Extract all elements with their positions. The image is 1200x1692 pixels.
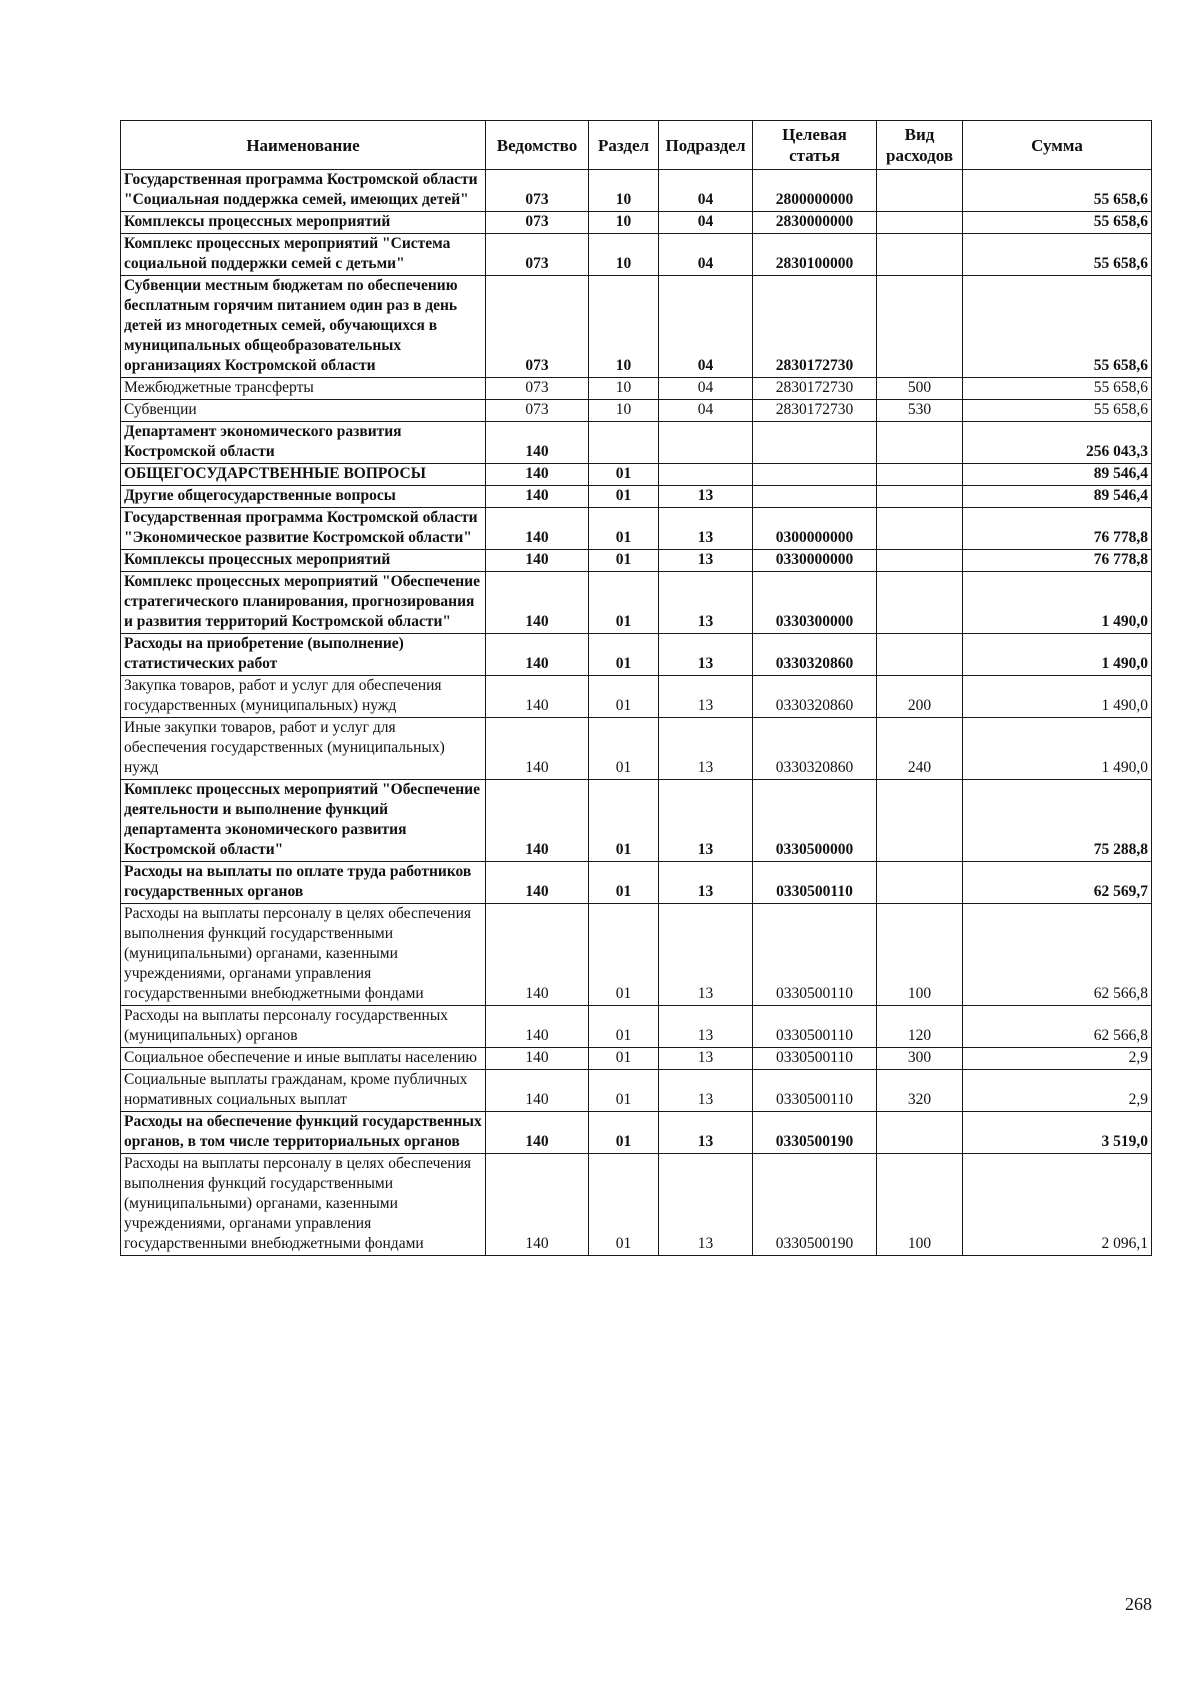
cell-target: 2830172730 <box>753 276 877 378</box>
cell-department: 140 <box>486 634 589 676</box>
cell-expense-type: 200 <box>877 676 963 718</box>
cell-target: 2830172730 <box>753 400 877 422</box>
cell-subsection: 13 <box>659 862 753 904</box>
cell-name: Комплекс процессных мероприятий "Обеспечение деятельности и выполнение функций департамента экономического развития Костромской области" <box>121 780 486 862</box>
budget-table <box>120 120 1152 1256</box>
cell-section: 01 <box>589 464 659 486</box>
table-row <box>121 780 1152 862</box>
cell-section: 01 <box>589 1048 659 1070</box>
cell-amount: 62 566,8 <box>963 1006 1152 1048</box>
cell-department: 140 <box>486 718 589 780</box>
cell-subsection: 04 <box>659 276 753 378</box>
cell-amount: 2,9 <box>963 1070 1152 1112</box>
cell-amount: 89 546,4 <box>963 486 1152 508</box>
cell-section: 01 <box>589 508 659 550</box>
cell-expense-type: 530 <box>877 400 963 422</box>
cell-section: 10 <box>589 400 659 422</box>
cell-target: 0330500110 <box>753 904 877 1006</box>
cell-section: 01 <box>589 904 659 1006</box>
cell-expense-type <box>877 276 963 378</box>
cell-name: Расходы на выплаты по оплате труда работников государственных органов <box>121 862 486 904</box>
cell-amount: 2,9 <box>963 1048 1152 1070</box>
cell-subsection: 13 <box>659 780 753 862</box>
cell-department: 140 <box>486 862 589 904</box>
cell-department: 073 <box>486 400 589 422</box>
cell-name: Закупка товаров, работ и услуг для обеспечения государственных (муниципальных) нужд <box>121 676 486 718</box>
cell-expense-type <box>877 508 963 550</box>
table-row <box>121 634 1152 676</box>
cell-name: Комплекс процессных мероприятий "Обеспечение стратегического планирования, прогнозирования и развития территорий Костромской области" <box>121 572 486 634</box>
cell-target: 2830100000 <box>753 234 877 276</box>
cell-amount: 76 778,8 <box>963 508 1152 550</box>
cell-target: 0330320860 <box>753 676 877 718</box>
cell-amount: 1 490,0 <box>963 676 1152 718</box>
cell-name: Расходы на обеспечение функций государственных органов, в том числе территориальных органов <box>121 1112 486 1154</box>
cell-section: 10 <box>589 378 659 400</box>
cell-expense-type <box>877 212 963 234</box>
cell-expense-type <box>877 1112 963 1154</box>
cell-subsection: 04 <box>659 400 753 422</box>
cell-department: 073 <box>486 170 589 212</box>
table-row <box>121 718 1152 780</box>
table-header <box>121 121 1152 170</box>
cell-target: 0330500000 <box>753 780 877 862</box>
cell-section: 10 <box>589 234 659 276</box>
cell-department: 140 <box>486 1112 589 1154</box>
cell-section: 10 <box>589 276 659 378</box>
cell-section: 01 <box>589 780 659 862</box>
cell-department: 140 <box>486 486 589 508</box>
cell-target: 0330300000 <box>753 572 877 634</box>
cell-section: 01 <box>589 862 659 904</box>
cell-section: 01 <box>589 550 659 572</box>
table-row <box>121 1154 1152 1256</box>
cell-name: Субвенции местным бюджетам по обеспечению бесплатным горячим питанием один раз в день детей из многодетных семей, обучающихся в муниципальных общеобразовательных организациях Костромской области <box>121 276 486 378</box>
cell-expense-type <box>877 572 963 634</box>
cell-subsection: 13 <box>659 508 753 550</box>
cell-department: 140 <box>486 1070 589 1112</box>
cell-name: Расходы на выплаты персоналу в целях обеспечения выполнения функций государственными (муниципальными) органами, казенными учреждениями, органами управления государственными внебюджетными фондами <box>121 1154 486 1256</box>
cell-name: Государственная программа Костромской области "Экономическое развитие Костромской области" <box>121 508 486 550</box>
table-row <box>121 422 1152 464</box>
cell-section: 01 <box>589 634 659 676</box>
table-row <box>121 550 1152 572</box>
cell-amount: 55 658,6 <box>963 212 1152 234</box>
table-row <box>121 170 1152 212</box>
cell-expense-type <box>877 464 963 486</box>
cell-section: 10 <box>589 212 659 234</box>
cell-expense-type <box>877 486 963 508</box>
cell-department: 073 <box>486 234 589 276</box>
table-row <box>121 904 1152 1006</box>
cell-amount: 3 519,0 <box>963 1112 1152 1154</box>
cell-subsection: 13 <box>659 676 753 718</box>
cell-section: 01 <box>589 486 659 508</box>
table-row <box>121 212 1152 234</box>
cell-target: 2800000000 <box>753 170 877 212</box>
table-row <box>121 234 1152 276</box>
cell-name: Другие общегосударственные вопросы <box>121 486 486 508</box>
cell-department: 073 <box>486 276 589 378</box>
cell-expense-type <box>877 234 963 276</box>
cell-target: 2830172730 <box>753 378 877 400</box>
cell-amount: 55 658,6 <box>963 378 1152 400</box>
cell-expense-type: 300 <box>877 1048 963 1070</box>
cell-subsection: 04 <box>659 234 753 276</box>
cell-target <box>753 422 877 464</box>
header-target: Целевая статья <box>753 121 877 170</box>
cell-target: 0330320860 <box>753 718 877 780</box>
cell-name: ОБЩЕГОСУДАРСТВЕННЫЕ ВОПРОСЫ <box>121 464 486 486</box>
cell-target <box>753 486 877 508</box>
page-number: 268 <box>1125 1594 1152 1614</box>
cell-section: 01 <box>589 1006 659 1048</box>
cell-target: 0330000000 <box>753 550 877 572</box>
cell-target: 0330500110 <box>753 1048 877 1070</box>
cell-amount: 75 288,8 <box>963 780 1152 862</box>
cell-subsection: 13 <box>659 1006 753 1048</box>
cell-name: Расходы на выплаты персоналу государственных (муниципальных) органов <box>121 1006 486 1048</box>
cell-expense-type: 320 <box>877 1070 963 1112</box>
cell-department: 140 <box>486 550 589 572</box>
cell-name: Расходы на выплаты персоналу в целях обеспечения выполнения функций государственными (муниципальными) органами, казенными учреждениями, органами управления государственными внебюджетными фондами <box>121 904 486 1006</box>
cell-department: 140 <box>486 572 589 634</box>
cell-department: 140 <box>486 1154 589 1256</box>
cell-target: 0330500190 <box>753 1112 877 1154</box>
cell-name: Комплексы процессных мероприятий <box>121 212 486 234</box>
header-expense-type: Вид расходов <box>877 121 963 170</box>
cell-name: Межбюджетные трансферты <box>121 378 486 400</box>
cell-amount: 62 566,8 <box>963 904 1152 1006</box>
cell-subsection: 13 <box>659 718 753 780</box>
cell-expense-type: 120 <box>877 1006 963 1048</box>
cell-section: 01 <box>589 676 659 718</box>
cell-target <box>753 464 877 486</box>
cell-expense-type <box>877 170 963 212</box>
table-row <box>121 400 1152 422</box>
cell-amount: 2 096,1 <box>963 1154 1152 1256</box>
cell-target: 0330500110 <box>753 1070 877 1112</box>
cell-expense-type <box>877 780 963 862</box>
cell-subsection: 04 <box>659 212 753 234</box>
cell-amount: 76 778,8 <box>963 550 1152 572</box>
cell-department: 140 <box>486 464 589 486</box>
cell-target: 0300000000 <box>753 508 877 550</box>
cell-subsection <box>659 464 753 486</box>
cell-subsection: 13 <box>659 1048 753 1070</box>
header-name: Наименование <box>121 121 486 170</box>
cell-subsection: 13 <box>659 634 753 676</box>
cell-section <box>589 422 659 464</box>
cell-subsection: 13 <box>659 1112 753 1154</box>
cell-section: 01 <box>589 718 659 780</box>
cell-name: Социальные выплаты гражданам, кроме публичных нормативных социальных выплат <box>121 1070 486 1112</box>
cell-section: 01 <box>589 572 659 634</box>
table-row <box>121 276 1152 378</box>
cell-name: Расходы на приобретение (выполнение) статистических работ <box>121 634 486 676</box>
cell-subsection: 13 <box>659 1154 753 1256</box>
cell-target: 0330500110 <box>753 862 877 904</box>
table-row <box>121 486 1152 508</box>
table-row <box>121 1048 1152 1070</box>
cell-name: Государственная программа Костромской области "Социальная поддержка семей, имеющих детей" <box>121 170 486 212</box>
header-amount: Сумма <box>963 121 1152 170</box>
cell-department: 073 <box>486 212 589 234</box>
cell-subsection: 13 <box>659 572 753 634</box>
table-row <box>121 676 1152 718</box>
cell-amount: 55 658,6 <box>963 234 1152 276</box>
cell-department: 140 <box>486 676 589 718</box>
cell-amount: 62 569,7 <box>963 862 1152 904</box>
cell-name: Иные закупки товаров, работ и услуг для обеспечения государственных (муниципальных) нужд <box>121 718 486 780</box>
table-row <box>121 508 1152 550</box>
cell-amount: 89 546,4 <box>963 464 1152 486</box>
cell-expense-type <box>877 634 963 676</box>
cell-amount: 55 658,6 <box>963 170 1152 212</box>
cell-section: 01 <box>589 1070 659 1112</box>
cell-name: Департамент экономического развития Костромской области <box>121 422 486 464</box>
cell-amount: 1 490,0 <box>963 572 1152 634</box>
header-department: Ведомство <box>486 121 589 170</box>
budget-sheet <box>120 120 1151 1256</box>
cell-name: Комплекс процессных мероприятий "Система социальной поддержки семей с детьми" <box>121 234 486 276</box>
cell-expense-type <box>877 422 963 464</box>
cell-expense-type: 240 <box>877 718 963 780</box>
table-body <box>121 170 1152 1256</box>
cell-target: 0330320860 <box>753 634 877 676</box>
cell-expense-type: 100 <box>877 904 963 1006</box>
cell-subsection: 13 <box>659 904 753 1006</box>
table-row <box>121 1112 1152 1154</box>
cell-department: 140 <box>486 508 589 550</box>
cell-expense-type: 500 <box>877 378 963 400</box>
cell-section: 01 <box>589 1112 659 1154</box>
table-row <box>121 464 1152 486</box>
cell-target: 0330500190 <box>753 1154 877 1256</box>
cell-expense-type <box>877 550 963 572</box>
table-row <box>121 1006 1152 1048</box>
cell-name: Комплексы процессных мероприятий <box>121 550 486 572</box>
cell-amount: 55 658,6 <box>963 276 1152 378</box>
cell-target: 2830000000 <box>753 212 877 234</box>
table-row <box>121 572 1152 634</box>
table-row <box>121 378 1152 400</box>
cell-department: 073 <box>486 378 589 400</box>
header-section: Раздел <box>589 121 659 170</box>
cell-subsection <box>659 422 753 464</box>
cell-department: 140 <box>486 1006 589 1048</box>
cell-name: Социальное обеспечение и иные выплаты населению <box>121 1048 486 1070</box>
cell-amount: 1 490,0 <box>963 718 1152 780</box>
cell-department: 140 <box>486 422 589 464</box>
cell-amount: 256 043,3 <box>963 422 1152 464</box>
cell-department: 140 <box>486 780 589 862</box>
header-subsection: Подраздел <box>659 121 753 170</box>
cell-subsection: 04 <box>659 170 753 212</box>
cell-section: 10 <box>589 170 659 212</box>
cell-amount: 1 490,0 <box>963 634 1152 676</box>
cell-expense-type: 100 <box>877 1154 963 1256</box>
cell-subsection: 04 <box>659 378 753 400</box>
cell-department: 140 <box>486 904 589 1006</box>
cell-subsection: 13 <box>659 1070 753 1112</box>
cell-subsection: 13 <box>659 550 753 572</box>
cell-name: Субвенции <box>121 400 486 422</box>
cell-section: 01 <box>589 1154 659 1256</box>
cell-amount: 55 658,6 <box>963 400 1152 422</box>
cell-expense-type <box>877 862 963 904</box>
cell-target: 0330500110 <box>753 1006 877 1048</box>
table-row <box>121 1070 1152 1112</box>
table-row <box>121 862 1152 904</box>
cell-department: 140 <box>486 1048 589 1070</box>
cell-subsection: 13 <box>659 486 753 508</box>
